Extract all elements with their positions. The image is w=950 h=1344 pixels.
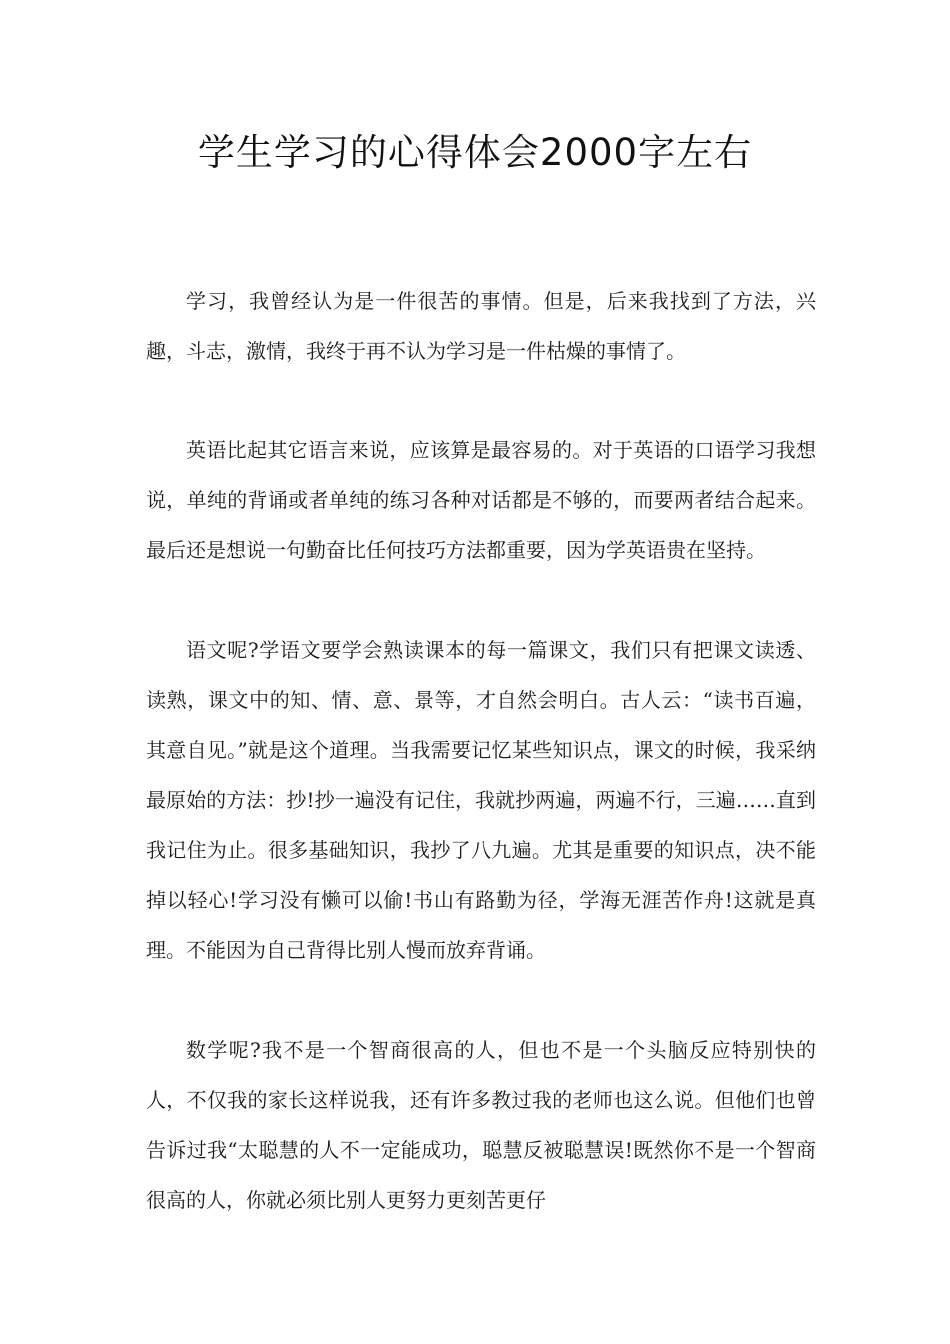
body-paragraph-2 [146,425,816,575]
paragraph-text: 英语比起其它语言来说，应该算是最容易的。对于英语的口语学习我想说，单纯的背诵或者单纯的练习各种对话都是不够的，而要两者结合起来。最后还是想说一句勤奋比任何技巧方法都重要，因为学英语贵在坚持。 [146,438,816,562]
document-title: 学生学习的心得体会2000字左右 [197,131,753,174]
body-paragraph-4 [146,1025,816,1225]
body-paragraph-1 [146,276,816,376]
paragraph-text: 数学呢?我不是一个智商很高的人，但也不是一个头脑反应特别快的人，不仅我的家长这样说我，还有许多教过我的老师也这么说。但他们也曾告诉过我“太聪慧的人不一定能成功，聪慧反被聪慧误!既然你不是一个智商很高的人，你就必须比别人更努力更刻苦更仔 [146,1038,816,1212]
paragraph-text: 语文呢?学语文要学会熟读课本的每一篇课文，我们只有把课文读透、读熟，课文中的知、情、意、景等，才自然会明白。古人云：“读书百遍，其意自见。”就是这个道理。当我需要记忆某些知识点，课文的时候，我采纳最原始的方法：抄!抄一遍没有记住，我就抄两遍，两遍不行，三遍……直到我记住为止。很多基础知识，我抄了八九遍。尤其是重要的知识点，决不能掉以轻心!学习没有懒可以偷!书山有路勤为径，学海无涯苦作舟!这就是真理。不能因为自己背得比别人慢而放弃背诵。 [146,638,816,962]
paragraph-text: 学习，我曾经认为是一件很苦的事情。但是，后来我找到了方法，兴趣，斗志，激情，我终于再不认为学习是一件枯燥的事情了。 [146,289,816,363]
body-paragraph-3 [146,625,816,975]
